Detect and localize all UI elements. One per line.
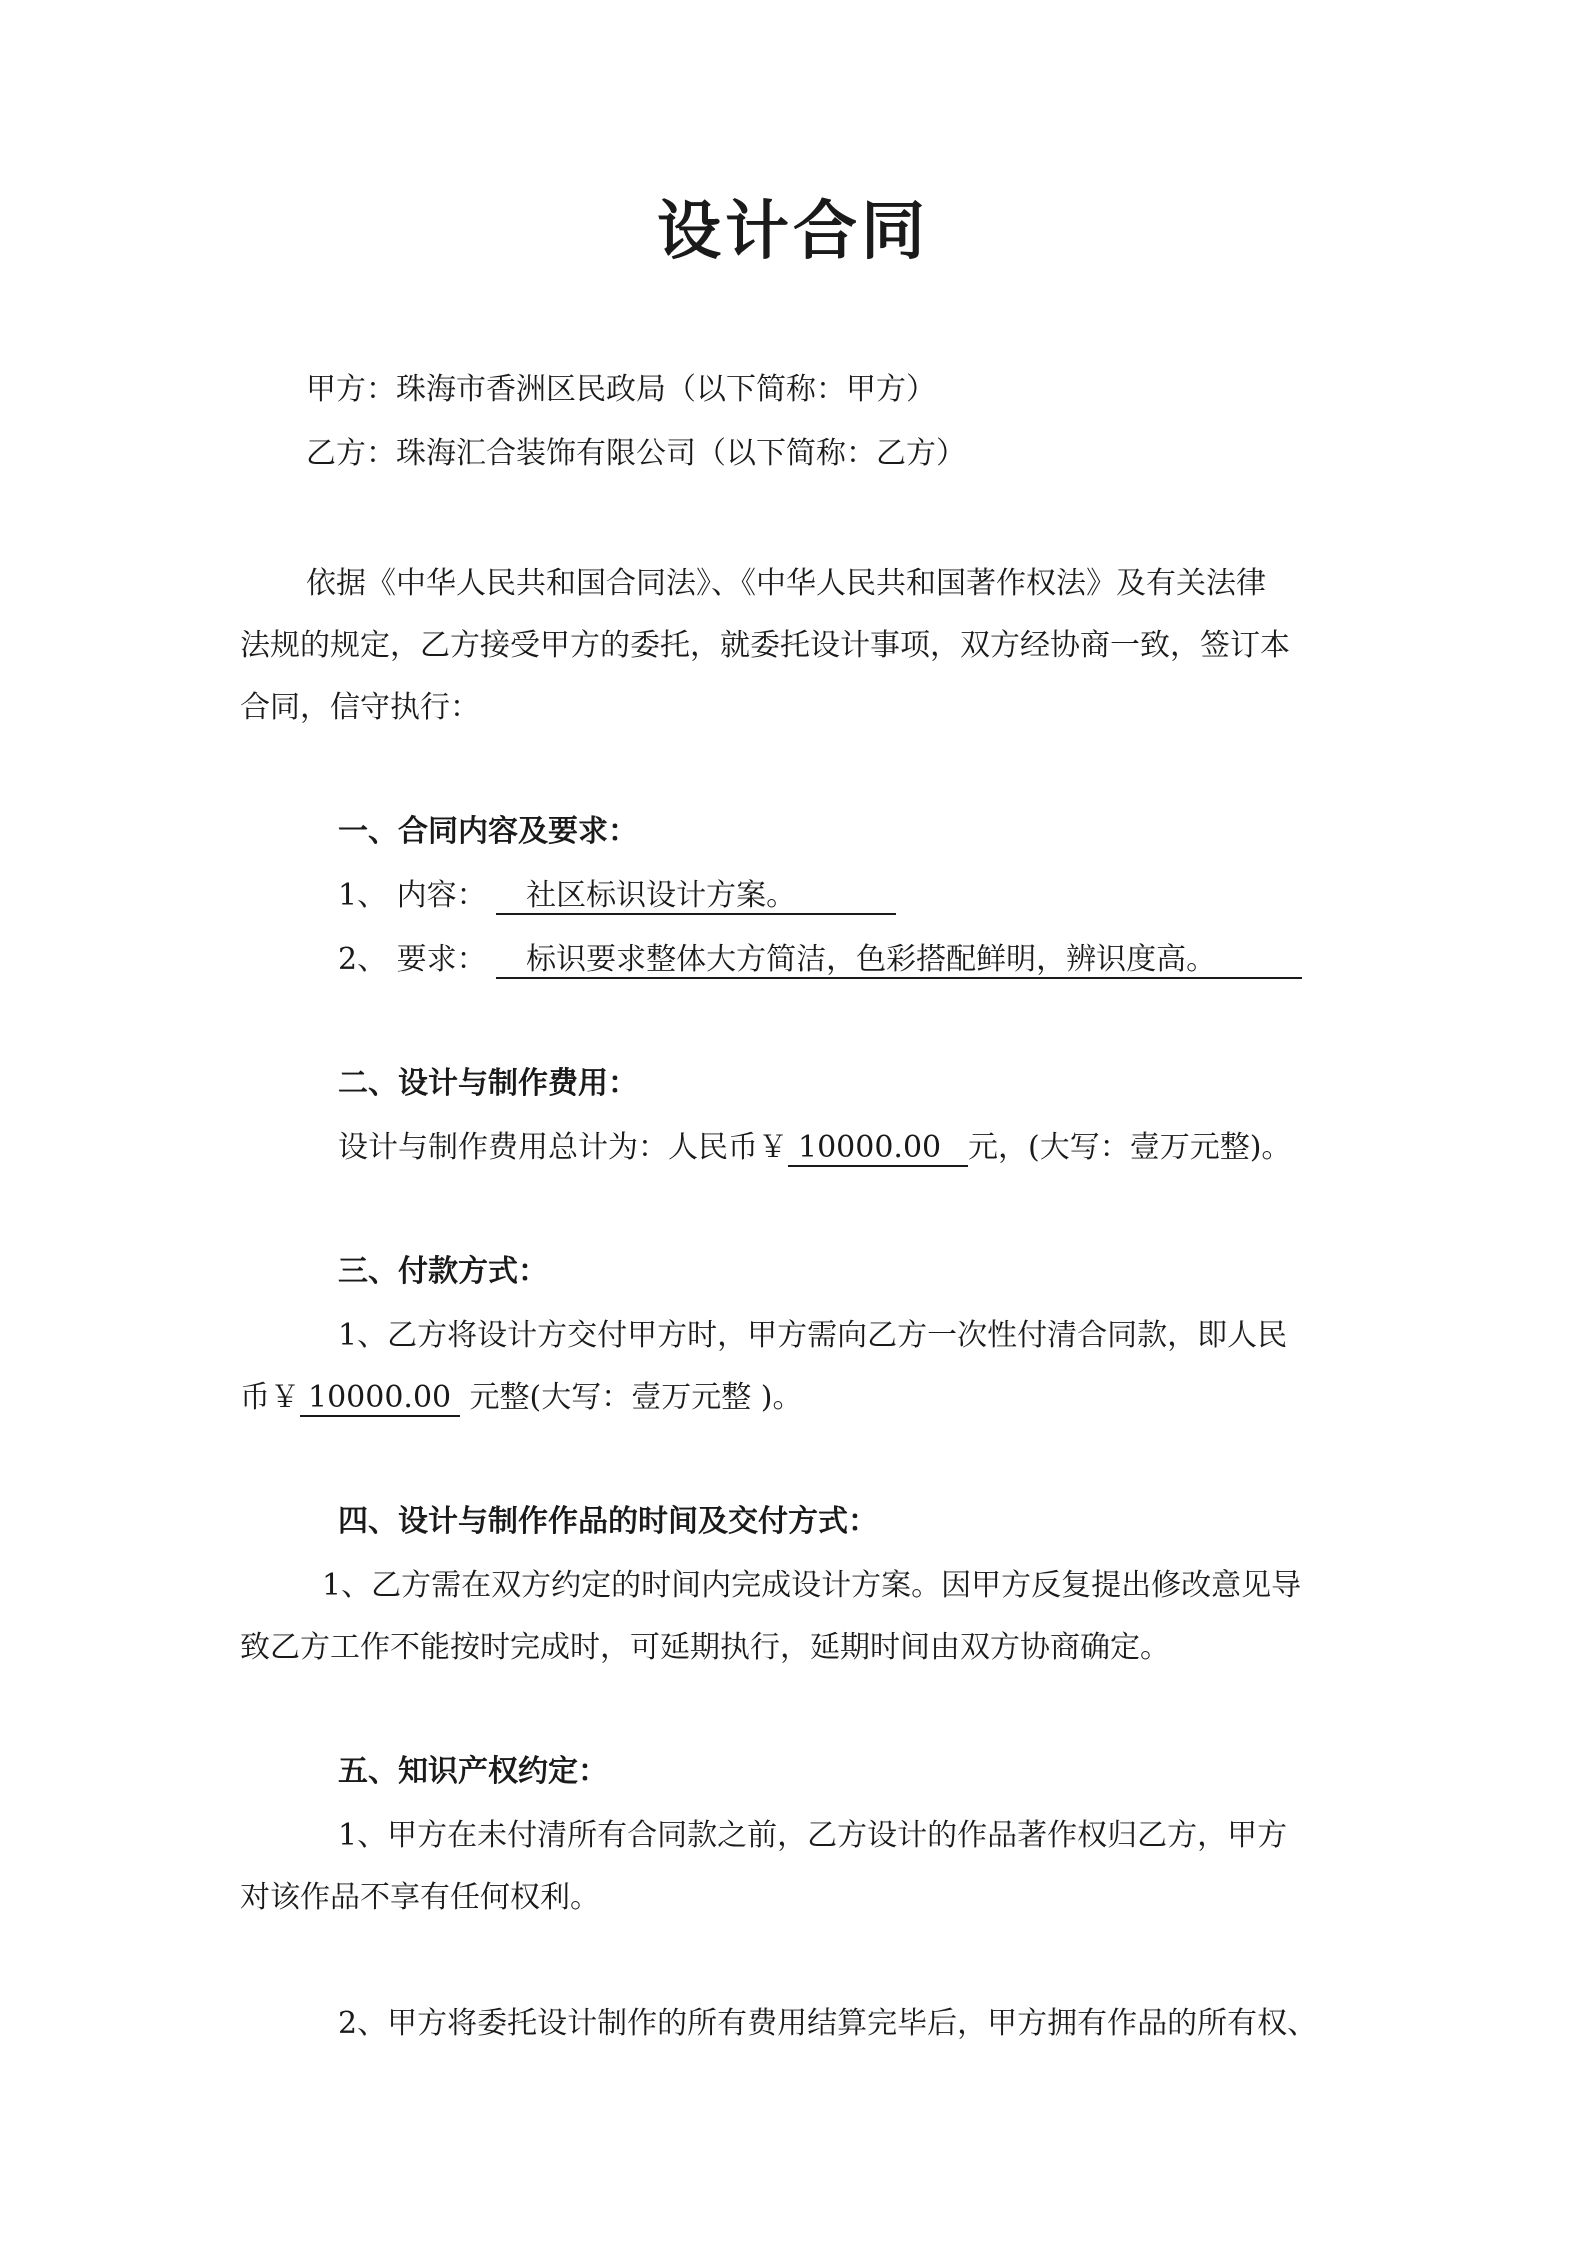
section-4-line-1: 1、乙方需在双方约定的时间内完成设计方案。因甲方反复提出修改意见导 [322, 1568, 1302, 1603]
section-1-heading: 一、合同内容及要求： [338, 814, 638, 849]
section-1-item-1 [338, 876, 896, 916]
fee-text-after: 元，(大写：壹万元整)。 [968, 1130, 1292, 1165]
document-title: 设计合同 [657, 194, 929, 269]
party-a: 甲方：珠海市香洲区民政局（以下简称：甲方） [306, 372, 936, 407]
section-3-heading: 三、付款方式： [338, 1254, 548, 1289]
party-b: 乙方：珠海汇合装饰有限公司（以下简称：乙方） [306, 436, 966, 471]
preamble-line-1: 依据《中华人民共和国合同法》、《中华人民共和国著作权法》及有关法律 [306, 566, 1266, 601]
item-2-value: 标识要求整体大方简洁，色彩搭配鲜明，辨识度高。 [496, 943, 1302, 979]
section-2-heading: 二、设计与制作费用： [338, 1066, 638, 1101]
item-2-label: 2、 要求： [338, 942, 487, 977]
item-1-label: 1、 内容： [338, 878, 487, 913]
item-1-value: 社区标识设计方案。 [496, 879, 896, 915]
section-5-heading: 五、知识产权约定： [338, 1754, 608, 1789]
payment-amount: 10000.00 [300, 1381, 460, 1417]
section-2-fee-line [338, 1128, 1291, 1168]
payment-suffix: 元整(大写：壹万元整 )。 [469, 1380, 803, 1415]
section-5-p2-line-1: 2、甲方将委托设计制作的所有费用结算完毕后，甲方拥有作品的所有权、 [338, 2006, 1318, 2041]
section-3-line-2 [240, 1378, 803, 1418]
section-4-line-2: 致乙方工作不能按时完成时，可延期执行，延期时间由双方协商确定。 [240, 1630, 1170, 1665]
section-5-p1-line-2: 对该作品不享有任何权利。 [240, 1880, 600, 1915]
section-1-item-2 [338, 940, 1302, 980]
fee-amount: 10000.00 [788, 1131, 968, 1167]
fee-text-before: 设计与制作费用总计为：人民币￥ [338, 1130, 788, 1165]
preamble-line-2: 法规的规定，乙方接受甲方的委托，就委托设计事项，双方经协商一致，签订本 [240, 628, 1290, 663]
section-3-line-1: 1、乙方将设计方交付甲方时，甲方需向乙方一次性付清合同款，即人民 [338, 1318, 1288, 1353]
preamble-line-3: 合同，信守执行： [240, 690, 480, 725]
payment-prefix: 币￥ [240, 1380, 300, 1415]
section-4-heading: 四、设计与制作作品的时间及交付方式： [338, 1504, 878, 1539]
section-5-p1-line-1: 1、甲方在未付清所有合同款之前，乙方设计的作品著作权归乙方，甲方 [338, 1818, 1288, 1853]
